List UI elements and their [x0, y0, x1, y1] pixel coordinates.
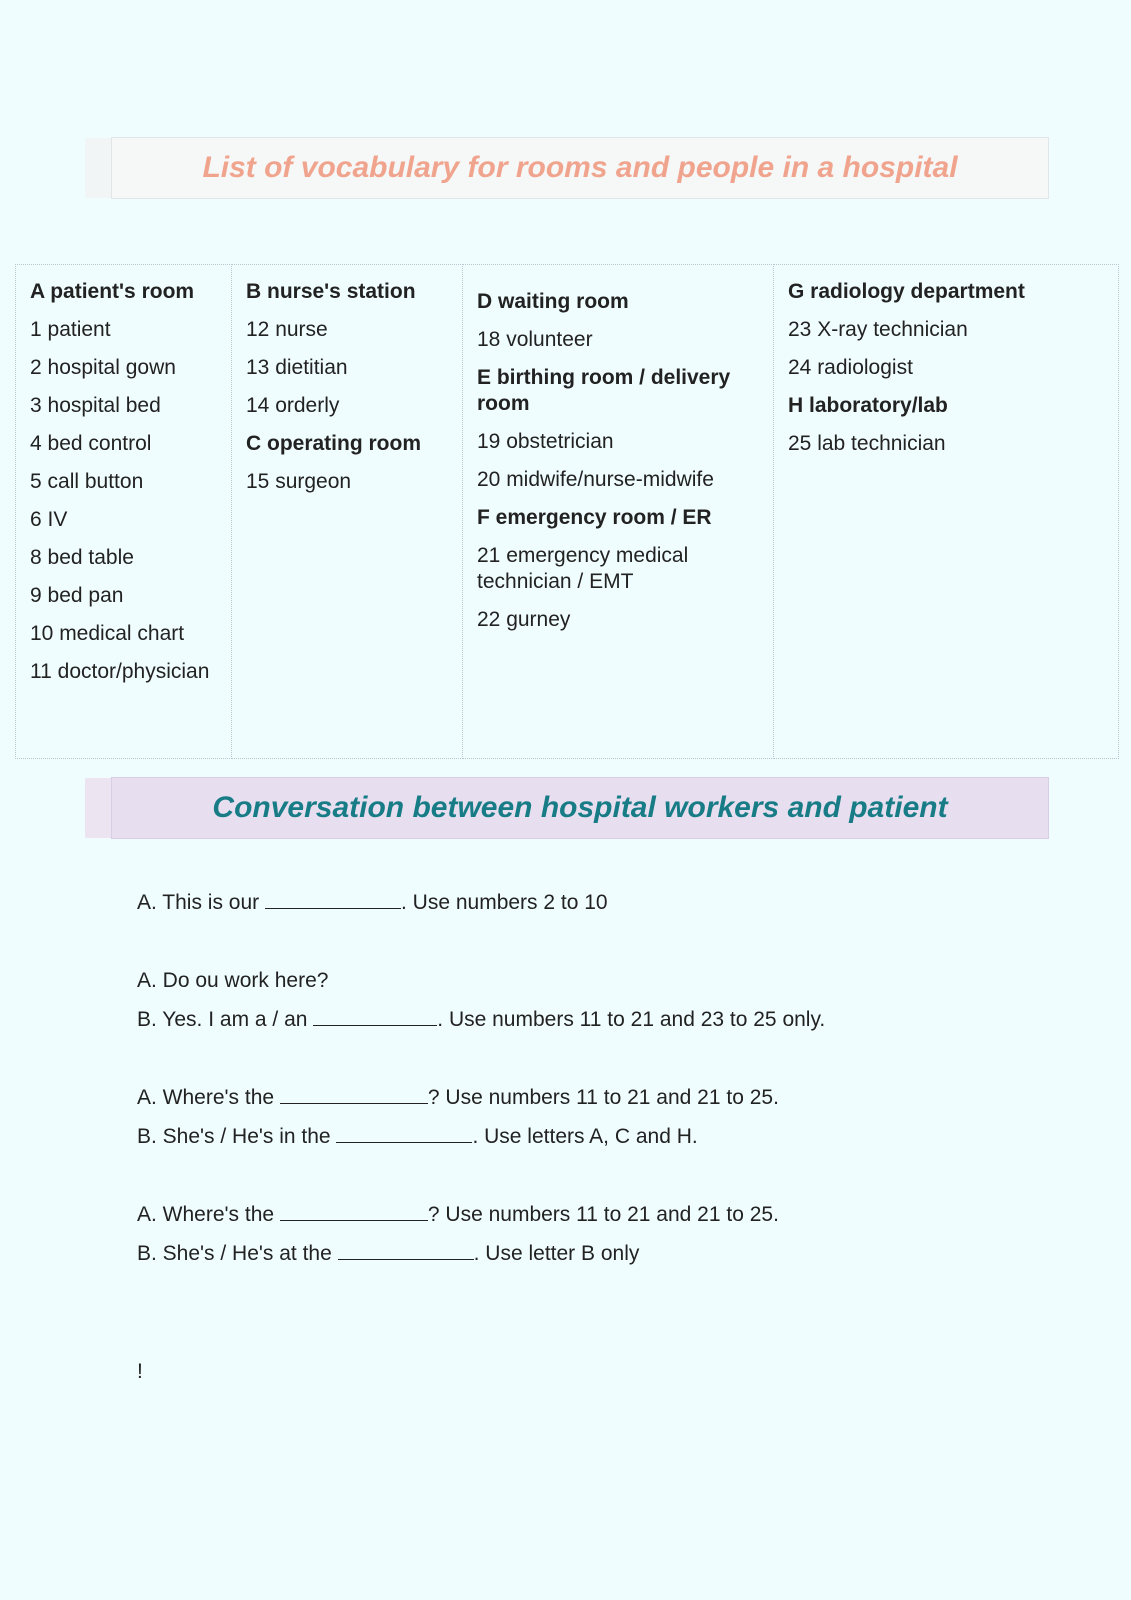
- line-hint: . Use letter B only: [473, 1242, 640, 1265]
- vocab-item: 5 call button: [30, 470, 144, 493]
- vocab-item: 13 dietitian: [246, 356, 348, 379]
- dialogue-line: [137, 1007, 825, 1046]
- vocab-column: [463, 265, 774, 759]
- line-hint: . Use numbers 2 to 10: [401, 891, 608, 914]
- line-hint: ? Use numbers 11 to 21 and 21 to 25.: [427, 1203, 779, 1226]
- line-text: A. This is our: [137, 891, 265, 914]
- vocab-item: 11 doctor/physician: [30, 660, 210, 683]
- line-text: A. Where's the: [137, 1203, 280, 1226]
- dialogue-line: [137, 890, 825, 929]
- vocab-item: 4 bed control: [30, 432, 152, 455]
- room-heading: A patient's room: [30, 280, 195, 303]
- fill-blank[interactable]: [313, 1007, 437, 1026]
- fill-blank[interactable]: [280, 1085, 428, 1104]
- conversation-title: Conversation between hospital workers and patient: [111, 777, 1049, 839]
- line-text: A. Where's the: [137, 1086, 280, 1109]
- vocab-item: 9 bed pan: [30, 584, 124, 607]
- dialogue-line: [137, 1085, 825, 1124]
- fill-blank[interactable]: [336, 1124, 472, 1143]
- room-heading: C operating room: [246, 432, 422, 455]
- room-heading: D waiting room: [477, 290, 629, 313]
- vocab-item: 12 nurse: [246, 318, 328, 341]
- exclamation-mark: !: [137, 1360, 143, 1383]
- vocab-item: 18 volunteer: [477, 328, 593, 351]
- vocab-item: 6 IV: [30, 508, 68, 531]
- fill-blank[interactable]: [280, 1202, 428, 1221]
- vocab-item: 3 hospital bed: [30, 394, 161, 417]
- room-heading: F emergency room / ER: [477, 506, 712, 529]
- fill-blank[interactable]: [338, 1241, 474, 1260]
- vocab-column: [232, 265, 463, 759]
- vocab-item: 23 X-ray technician: [788, 318, 968, 341]
- vocab-column: [774, 265, 1119, 759]
- dialogue-line: [137, 1202, 825, 1241]
- room-heading: B nurse's station: [246, 280, 416, 303]
- vocab-column: [16, 265, 232, 759]
- line-text: B. She's / He's in the: [137, 1125, 337, 1148]
- vocab-item: 22 gurney: [477, 608, 571, 631]
- vocab-item: 19 obstetrician: [477, 430, 614, 453]
- vocab-item: 25 lab technician: [788, 432, 946, 455]
- vocab-item: 2 hospital gown: [30, 356, 176, 379]
- line-hint: . Use numbers 11 to 21 and 23 to 25 only.: [437, 1008, 826, 1031]
- room-heading: G radiology department: [788, 280, 1025, 303]
- dialogue-line: [137, 968, 825, 1007]
- line-hint: ? Use numbers 11 to 21 and 21 to 25.: [427, 1086, 779, 1109]
- line-text: A. Do ou work here?: [137, 969, 329, 992]
- vocab-item: 24 radiologist: [788, 356, 913, 379]
- dialogue-line: [137, 1124, 825, 1163]
- room-heading: E birthing room / delivery room: [477, 366, 731, 415]
- vocab-item: 20 midwife/nurse-midwife: [477, 468, 714, 491]
- line-hint: . Use letters A, C and H.: [472, 1125, 698, 1148]
- vocab-item: 10 medical chart: [30, 622, 185, 645]
- vocab-item: 15 surgeon: [246, 470, 352, 493]
- dialogue-line: [137, 1241, 825, 1280]
- line-text: B. Yes. I am a / an: [137, 1008, 314, 1031]
- room-heading: H laboratory/lab: [788, 394, 948, 417]
- vocabulary-title: List of vocabulary for rooms and people in a hospital: [111, 137, 1049, 199]
- conversation: [137, 890, 825, 1280]
- vocabulary-table: [15, 264, 1119, 759]
- vocab-item: 1 patient: [30, 318, 111, 341]
- vocab-item: 8 bed table: [30, 546, 134, 569]
- line-text: B. She's / He's at the: [137, 1242, 338, 1265]
- vocab-item: 21 emergency medical technician / EMT: [477, 544, 689, 593]
- vocab-item: 14 orderly: [246, 394, 340, 417]
- fill-blank[interactable]: [265, 890, 401, 909]
